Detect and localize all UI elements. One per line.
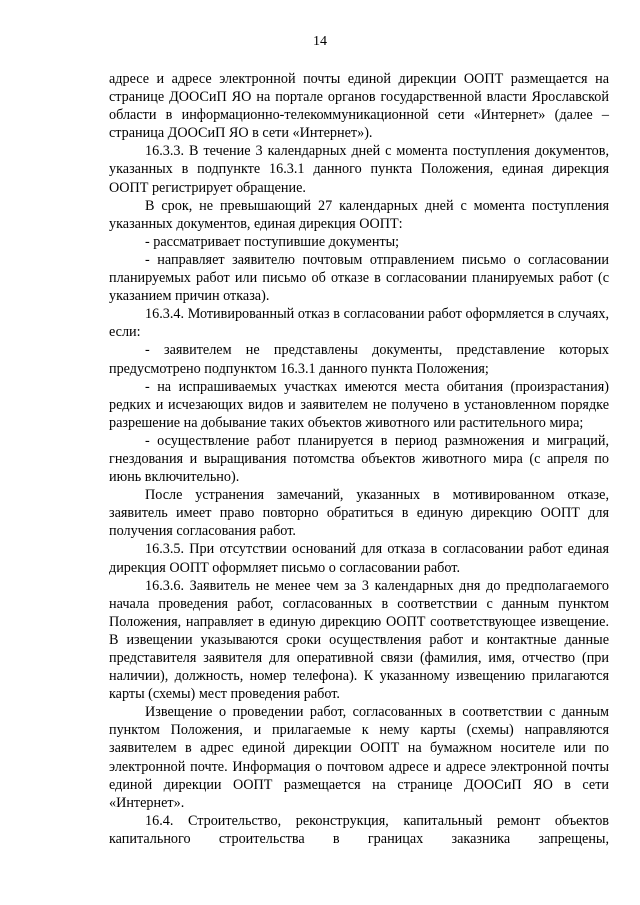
- list-item-no-documents: - заявителем не представлены документы, представление которых предусмотрено подпунктом 16.3.1 данного пункта Положения;: [109, 342, 609, 377]
- paragraph-notification: Извещение о проведении работ, согласованных в соответствии с данным пунктом Положения, и прилагаемые к нему карты (схемы) направляются заявителем в адрес единой дирекции ООПТ на бумажном носителе или по электронной почте. Информация о почтовом адресе и адресе электронной почты единой дирекции ООПТ размещается на странице ДООСиП ЯО в сети «Интернет».: [109, 704, 609, 811]
- list-item-breeding-period: - осуществление работ планируется в период размножения и миграций, гнездования и выращивания потомства объектов животного мира (с апреля по июнь включительно).: [109, 432, 609, 486]
- paragraph-16-3-4: 16.3.4. Мотивированный отказ в согласовании работ оформляется в случаях, если:: [109, 306, 609, 341]
- list-item-rare-species: - на испрашиваемых участках имеются места обитания (произрастания) редких и исчезающих видов и заявителем не получено в установленном порядке разрешение на добывание таких объектов животного или растительного мира;: [109, 378, 609, 431]
- paragraph-16-3-3: 16.3.3. В течение 3 календарных дней с момента поступления документов, указанных в подпункте 16.3.1 данного пункта Положения, единая дирекция ООПТ регистрирует обращение.: [109, 143, 609, 196]
- paragraph-address-continuation: адресе и адресе электронной почты единой дирекции ООПТ размещается на странице ДООСиП ЯО на портале органов государственной власти Ярославской области в информационно-телекоммуникационной сети «Интернет» (далее – страница ДООСиП ЯО в сети «Интернет»).: [109, 71, 609, 142]
- paragraph-16-4: 16.4. Строительство, реконструкция, капитальный ремонт объектов капитального строительства в границах заказника запрещены,: [109, 812, 609, 847]
- paragraph-reapply: После устранения замечаний, указанных в мотивированном отказе, заявитель имеет право повторно обратиться в единую дирекцию ООПТ для получения согласования работ.: [109, 487, 609, 540]
- list-item-review-documents: - рассматривает поступившие документы;: [145, 233, 400, 250]
- paragraph-16-3-6: 16.3.6. Заявитель не менее чем за 3 календарных дня до предполагаемого начала проведения работ, согласованных в соответствии с данным пунктом Положения, направляет в единую дирекцию ООПТ соответствующее извещение. В извещении указываются сроки осуществления работ и контактные данные представителя заявителя для оперативной связи (фамилия, имя, отчество (при наличии), должность, номер телефона). К указанному извещению прилагаются карты (схемы) мест проведения работ.: [109, 577, 609, 703]
- paragraph-16-3-5: 16.3.5. При отсутствии оснований для отказа в согласовании работ единая дирекция ООПТ оформляет письмо о согласовании работ.: [109, 541, 609, 576]
- page-number: 14: [313, 34, 327, 49]
- paragraph-review-term: В срок, не превышающий 27 календарных дней с момента поступления указанных документов, единая дирекция ООПТ:: [109, 197, 609, 232]
- document-body: [109, 70, 609, 848]
- list-item-send-letter: - направляет заявителю почтовым отправлением письмо о согласовании планируемых работ или письмо об отказе в согласовании планируемых работ (с указанием причин отказа).: [109, 251, 609, 305]
